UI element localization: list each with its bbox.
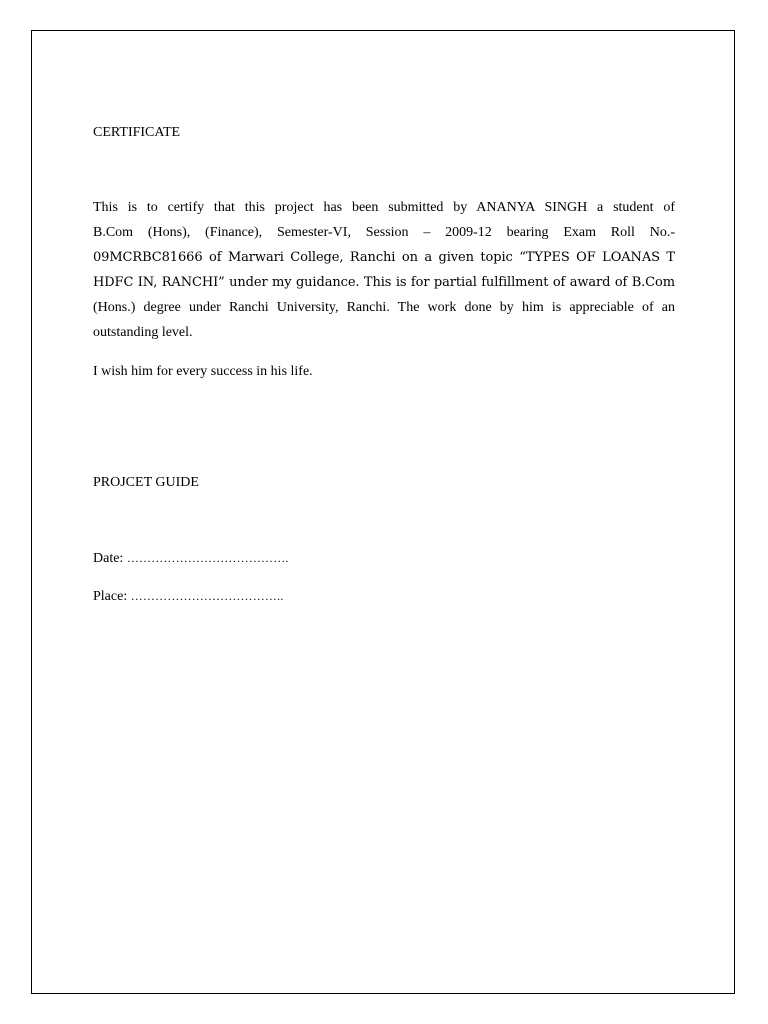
certificate-body: [93, 198, 675, 348]
body-line: (Hons.) degree under Ranchi University, Ranchi. The work done by him is appreciable of an: [93, 300, 675, 315]
date-dots: ………………………………….: [126, 551, 289, 565]
body-line: 09MCRBC81666 of Marwari College, Ranchi on a given topic “TYPES OF LOANAS T: [93, 250, 675, 265]
place-label: Place:: [93, 589, 128, 604]
wish-text: I wish him for every success in his life.: [93, 364, 313, 379]
body-line: B.Com (Hons), (Finance), Semester-VI, Session – 2009-12 bearing Exam Roll No.-: [93, 225, 675, 240]
body-line: outstanding level.: [93, 325, 193, 340]
page-border: [31, 30, 735, 994]
place-dots: ………………………………..: [130, 589, 284, 603]
place-field: [93, 587, 284, 606]
date-label: Date:: [93, 551, 124, 566]
body-line: HDFC IN, RANCHI” under my guidance. This is for partial fulfillment of award of B.Com: [93, 275, 675, 290]
project-guide-label: PROJCET GUIDE: [93, 475, 199, 490]
certificate-heading: CERTIFICATE: [93, 125, 181, 140]
date-field: [93, 549, 289, 568]
body-line: This is to certify that this project has been submitted by ANANYA SINGH a student of: [93, 200, 675, 215]
